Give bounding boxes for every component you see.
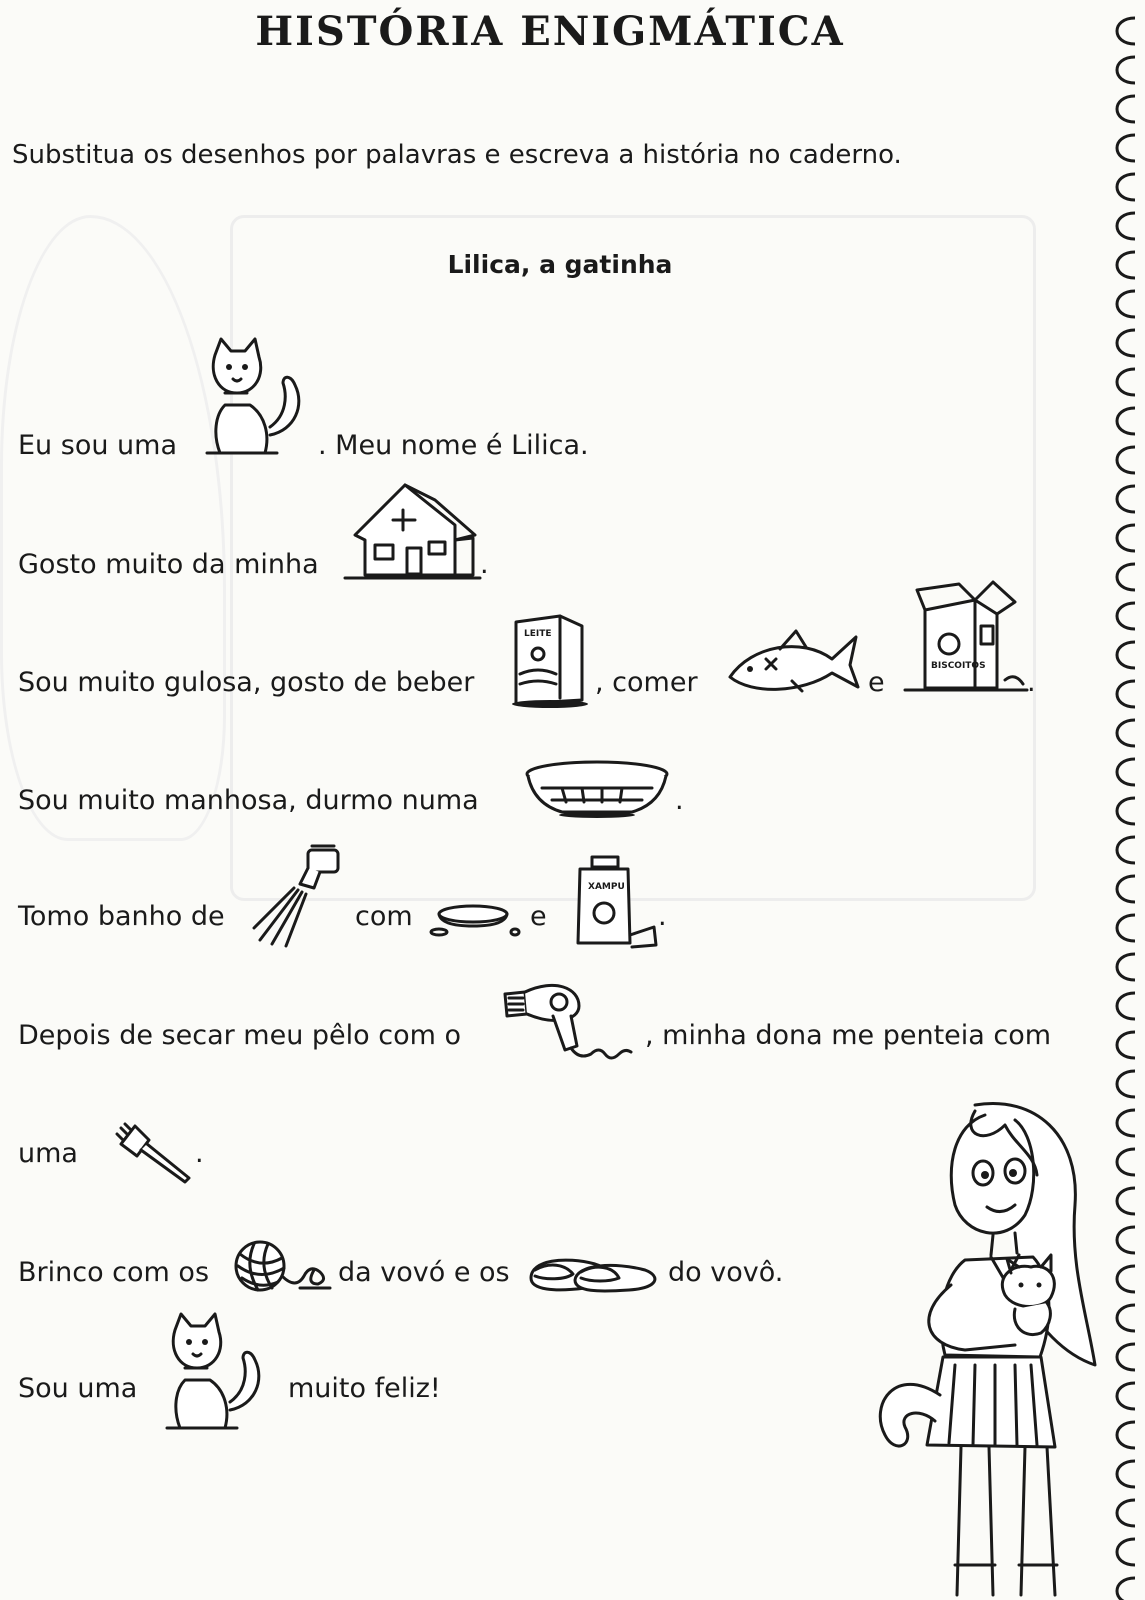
story-line-8-start: Brinco com os	[18, 1257, 210, 1288]
story-line-3-and: e	[868, 667, 885, 698]
spiral-loop	[1117, 213, 1135, 239]
story-line-1-start: Eu sou uma	[18, 430, 177, 461]
spiral-loop	[1117, 174, 1135, 200]
spiral-loop	[1117, 135, 1135, 161]
story-line-8-end: do vovô.	[668, 1257, 784, 1288]
story-line-2-end: .	[480, 549, 489, 580]
show-through-background-left	[0, 215, 226, 841]
story-line-5-and: e	[530, 901, 547, 932]
story-line-2-start: Gosto muito da minha	[18, 549, 319, 580]
story-line-3-middle: , comer	[595, 667, 698, 698]
spiral-loop	[1117, 1032, 1135, 1058]
cat-icon	[195, 335, 315, 465]
spiral-loop	[1117, 681, 1135, 707]
spiral-loop	[1117, 993, 1135, 1019]
story-line-9-start: Sou uma	[18, 1373, 138, 1404]
spiral-loop	[1117, 876, 1135, 902]
spiral-loop	[1117, 1266, 1135, 1292]
story-line-3-end: .	[1027, 667, 1036, 698]
spiral-loop	[1117, 18, 1135, 44]
yarn-ball-icon	[230, 1240, 335, 1295]
spiral-loop	[1117, 1344, 1135, 1370]
spiral-loop	[1117, 525, 1135, 551]
story-line-5-start: Tomo banho de	[18, 901, 225, 932]
spiral-loop	[1117, 1149, 1135, 1175]
spiral-loop	[1117, 564, 1135, 590]
shampoo-label: XAMPU	[588, 882, 625, 892]
spiral-loop	[1117, 369, 1135, 395]
spiral-loop	[1117, 603, 1135, 629]
story-line-5-end: .	[658, 901, 667, 932]
spiral-loop	[1117, 1539, 1135, 1565]
spiral-loop	[1117, 1071, 1135, 1097]
story-line-4-start: Sou muito manhosa, durmo numa	[18, 785, 479, 816]
slippers-icon	[525, 1250, 665, 1295]
spiral-binding	[1105, 0, 1145, 1600]
spiral-loop	[1117, 1227, 1135, 1253]
spiral-loop	[1117, 1110, 1135, 1136]
spiral-loop	[1117, 1383, 1135, 1409]
story-line-6-end: , minha dona me penteia com	[645, 1020, 1052, 1051]
milk-label: LEITE	[524, 629, 552, 639]
girl-holding-cat-illustration	[865, 1095, 1100, 1600]
spiral-loop	[1117, 408, 1135, 434]
shampoo-icon	[570, 855, 660, 950]
spiral-loop	[1117, 57, 1135, 83]
story-line-6-start: Depois de secar meu pêlo com o	[18, 1020, 462, 1051]
spiral-loop	[1117, 486, 1135, 512]
spiral-loop	[1117, 1461, 1135, 1487]
house-icon	[345, 480, 480, 585]
spiral-loop	[1117, 96, 1135, 122]
story-line-7-start: uma	[18, 1138, 78, 1169]
spiral-loop	[1117, 1305, 1135, 1331]
story-title: Lilica, a gatinha	[447, 250, 673, 279]
spiral-loop	[1117, 915, 1135, 941]
comb-icon	[115, 1120, 195, 1190]
story-line-8-middle: da vovó e os	[338, 1257, 510, 1288]
spiral-loop	[1117, 1578, 1135, 1600]
spiral-loop	[1117, 447, 1135, 473]
biscuit-box-icon	[905, 580, 1030, 695]
instruction-text: Substitua os desenhos por palavras e escreva a história no caderno.	[12, 140, 902, 170]
spiral-loop	[1117, 291, 1135, 317]
fish-icon	[722, 625, 862, 695]
story-line-7-end: .	[195, 1138, 204, 1169]
story-line-1-end: . Meu nome é Lilica.	[318, 430, 589, 461]
story-line-5-with: com	[355, 901, 413, 932]
spiral-loop	[1117, 798, 1135, 824]
spiral-loop	[1117, 1188, 1135, 1214]
milk-carton-icon	[510, 612, 585, 707]
shower-icon	[250, 840, 350, 950]
spiral-loop	[1117, 837, 1135, 863]
spiral-loop	[1117, 642, 1135, 668]
cat-icon-2	[155, 1310, 275, 1440]
story-line-9-end: muito feliz!	[288, 1373, 441, 1404]
spiral-loop	[1117, 1500, 1135, 1526]
spiral-loop	[1117, 720, 1135, 746]
basket-bed-icon	[522, 758, 672, 820]
spiral-loop	[1117, 1422, 1135, 1448]
spiral-loop	[1117, 330, 1135, 356]
page-title: HISTÓRIA ENIGMÁTICA	[255, 8, 845, 55]
spiral-loop	[1117, 954, 1135, 980]
hair-dryer-icon	[495, 970, 635, 1065]
story-line-4-end: .	[675, 785, 684, 816]
story-line-3-start: Sou muito gulosa, gosto de beber	[18, 667, 475, 698]
biscuits-label: BISCOITOS	[931, 661, 986, 671]
soap-icon	[425, 900, 525, 940]
spiral-loop	[1117, 759, 1135, 785]
